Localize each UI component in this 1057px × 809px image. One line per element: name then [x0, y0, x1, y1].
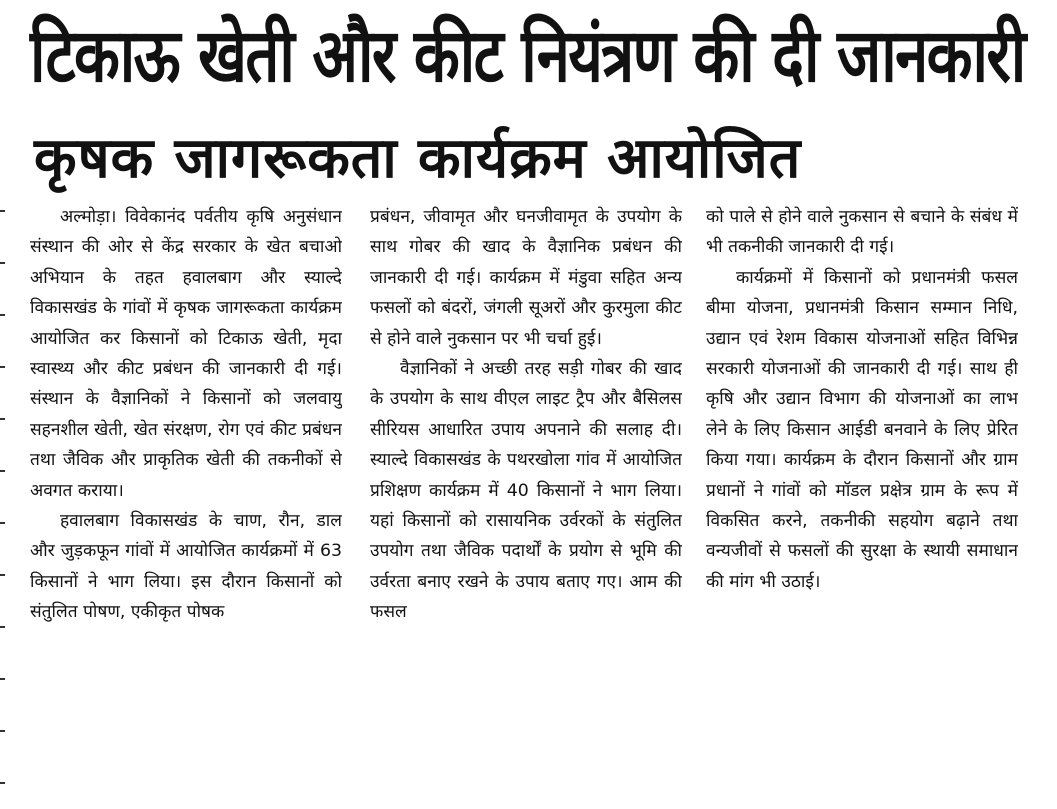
article-column-1: [30, 202, 342, 802]
article-paragraph: प्रबंधन, जीवामृत और घनजीवामृत के उपयोग के साथ गोबर की खाद के वैज्ञानिक प्रबंधन की जानकारी दी गई। कार्यक्रम में मंडुवा सहित अन्य फसलों को बंदरों, जंगली सूअरों और कुरमुला कीट से होने वाले नुकसान पर भी चर्चा हुई।: [370, 207, 682, 349]
article-column-2: [370, 202, 682, 802]
article-paragraph: को पाले से होने वाले नुकसान से बचाने के संबंध में भी तकनीकी जानकारी दी गई।: [706, 207, 1018, 258]
subheadline: कृषक जागरूकता कार्यक्रम आयोजित: [34, 126, 802, 191]
article-column-3: [706, 202, 1018, 802]
article-paragraph: कार्यक्रमों में किसानों को प्रधानमंत्री फसल बीमा योजना, प्रधानमंत्री किसान सम्मान निधि, उद्यान एवं रेशम विकास योजनाओं सहित विभिन्न सरकारी योजनाओं की जानकारी दी गई। साथ ही कृषि और उद्यान विभाग की योजनाओं का लाभ लेने के लिए किसान आईडी बनवाने के लिए प्रेरित किया गया। कार्यक्रम के दौरान किसानों और ग्राम प्रधानों ने गांवों को मॉडल प्रक्षेत्र ग्राम के रूप में विकसित करने, तकनीकी सहयोग बढ़ाने तथा वन्यजीवों से फसलों की सुरक्षा के स्थायी समाधान की मांग भी उठाई।: [706, 267, 1018, 592]
article-body: [30, 202, 1030, 802]
article-paragraph: वैज्ञानिकों ने अच्छी तरह सड़ी गोबर की खाद के उपयोग के साथ वीएल लाइट ट्रैप और बैसिलस सीरियस आधारित उपाय अपनाने की सलाह दी। स्याल्दे विकासखंड के पथरखोला गांव में आयोजित प्रशिक्षण कार्यक्रम में 40 किसानों ने भाग लिया। यहां किसानों को रासायनिक उर्वरकों के संतुलित उपयोग तथा जैविक पदार्थों के प्रयोग से भूमि की उर्वरता बनाए रखने के उपाय बताए गए। आम की फसल: [370, 359, 682, 623]
headline: टिकाऊ खेती और कीट नियंत्रण की दी जानकारी: [30, 13, 1025, 99]
article-paragraph: अल्मोड़ा। विवेकानंद पर्वतीय कृषि अनुसंधान संस्थान की ओर से केंद्र सरकार के खेत बचाओ अभियान के तहत हवालबाग और स्याल्दे विकासखंड के गांवों में कृषक जागरूकता कार्यक्रम आयोजित कर किसानों को टिकाऊ खेती, मृदा स्वास्थ्य और कीट प्रबंधन की जानकारी दी गई। संस्थान के वैज्ञानिकों ने किसानों को जलवायु सहनशील खेती, खेत संरक्षण, रोग एवं कीट प्रबंधन तथा जैविक और प्राकृतिक खेती की तकनीकों से अवगत कराया।: [30, 207, 342, 501]
page-edge-marks: [0, 200, 6, 800]
article-paragraph: हवालबाग विकासखंड के चाण, रौन, डाल और जुड़कफून गांवों में आयोजित कार्यक्रमों में 63 किसानों ने भाग लिया। इस दौरान किसानों को संतुलित पोषण, एकीकृत पोषक: [30, 511, 342, 623]
